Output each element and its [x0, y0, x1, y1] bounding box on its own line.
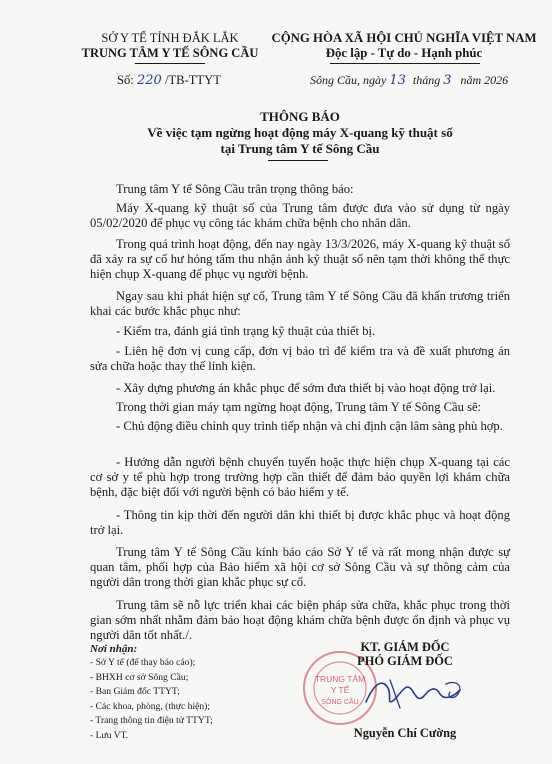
signature-line-1: KT. GIÁM ĐỐC — [360, 640, 450, 654]
body-para-7: Trung tâm sẽ nỗ lực triển khai các biện pháp sửa chữa, khắc phục trong thời gian sớm nhất nhằm đảm bảo hoạt động khám chữa bệnh được ổn định và phục vụ người dân tốt nhất./. — [90, 598, 510, 643]
body-bullet-2: - Liên hệ đơn vị cung cấp, đơn vị bảo trì để kiểm tra và đề xuất phương án sửa chữa hoặc thay thế linh kiện. — [90, 344, 510, 374]
recipient-item: - Trang thông tin điện tử TTYT; — [90, 715, 213, 727]
org-name: TRUNG TÂM Y TẾ SÔNG CẦU — [81, 46, 259, 60]
org-parent: SỞ Y TẾ TỈNH ĐẮK LẮK — [101, 31, 239, 45]
doc-number — [117, 73, 221, 88]
recipients — [90, 642, 213, 744]
title-sub2: tại Trung tâm Y tế Sông Cầu — [220, 141, 380, 156]
stamp-line-2: Y TẾ — [330, 685, 350, 695]
motto: Độc lập - Tự do - Hạnh phúc — [325, 46, 483, 60]
doc-number-value: 220 — [136, 73, 162, 88]
date-place: Sông Cầu, ngày — [310, 73, 387, 87]
body-para-6: Trung tâm Y tế Sông Cầu kính báo cáo Sở Y tế và rất mong nhận được sự quan tâm, phối hợp của Bảo hiểm xã hội cơ sở Sông Cầu và sự thông cảm của người dân trong thời gian khắc phục sự cố. — [90, 545, 510, 590]
body-bullet-5: - Hướng dẫn người bệnh chuyển tuyến hoặc thực hiện chụp X-quang tại các cơ sở y tế phù hợp trong trường hợp cần thiết để đảm bảo quyền lợi khám chữa bệnh, đặc biệt đối với người bệnh có bảo hiểm y tế. — [90, 455, 510, 500]
body-bullet-1: - Kiểm tra, đánh giá tình trạng kỹ thuật của thiết bị. — [116, 324, 376, 338]
stamp-line-3: SÔNG CẦU — [321, 699, 359, 706]
recipient-item: - Lưu VT. — [90, 729, 129, 741]
recipient-item: - BHXH cơ sở Sông Cầu; — [90, 671, 189, 683]
body-para-1: Trung tâm Y tế Sông Cầu trân trọng thông báo: — [116, 182, 354, 196]
title-underline — [268, 160, 328, 161]
date-month: 3 — [443, 73, 452, 88]
org-underline — [135, 63, 205, 64]
signature-title — [330, 640, 480, 668]
body-bullet-3: - Xây dựng phương án khắc phục để sớm đưa thiết bị vào hoạt động trở lại. — [116, 381, 496, 395]
body-para-4: Ngay sau khi phát hiện sự cố, Trung tâm Y tế Sông Cầu đã khẩn trương triển khai các bước khắc phục như: — [90, 289, 510, 319]
recipient-item: - Ban Giám đốc TTYT; — [90, 686, 180, 698]
national-header — [268, 31, 540, 61]
recipients-label: Nơi nhận: — [90, 643, 138, 655]
signature-line-2: PHÓ GIÁM ĐỐC — [357, 654, 453, 668]
signer-name: Nguyễn Chí Cường — [353, 726, 457, 740]
handwritten-signature — [360, 668, 470, 713]
body-para-2: Máy X-quang kỹ thuật số của Trung tâm được đưa vào sử dụng từ ngày 05/02/2020 để phục vụ công tác khám chữa bệnh cho nhân dân. — [90, 201, 510, 231]
recipient-item: - Sở Y tế (để thay báo cáo); — [90, 657, 196, 668]
org-header — [80, 31, 260, 61]
body-para-5: Trong thời gian máy tạm ngừng hoạt động, Trung tâm Y tế Sông Cầu sẽ: — [116, 400, 482, 414]
recipient-item: - Các khoa, phòng, (thực hiện); — [90, 700, 211, 712]
body-para-3: Trong quá trình hoạt động, đến nay ngày 13/3/2026, máy X-quang kỹ thuật số đã xảy ra sự cố hư hỏng tấm thu nhận ảnh kỹ thuật số nên tạm thời không thể thực hiện chụp X-quang để phục vụ người bệnh. — [90, 237, 510, 282]
doc-date — [310, 73, 508, 88]
date-day: 13 — [389, 73, 406, 88]
doc-number-suffix: /TB-TTYT — [164, 73, 221, 87]
stamp-line-1: TRUNG TÂM — [314, 674, 366, 684]
doc-number-prefix: Số: — [117, 73, 134, 87]
date-year-label: năm 2026 — [460, 73, 509, 87]
title-sub1: Về việc tạm ngừng hoạt động máy X-quang kỹ thuật số — [147, 125, 453, 140]
title-main: THÔNG BÁO — [260, 109, 340, 124]
doc-title — [80, 109, 520, 157]
country-name: CỘNG HÒA XÃ HỘI CHỦ NGHĨA VIỆT NAM — [271, 31, 537, 45]
body-bullet-4: - Chủ động điều chỉnh quy trình tiếp nhận và chỉ định cận lâm sàng phù hợp. — [116, 419, 503, 433]
body-bullet-6: - Thông tin kịp thời đến người dân khi thiết bị được khắc phục và hoạt động trở lại. — [90, 508, 510, 538]
motto-underline — [330, 63, 480, 64]
date-month-label: tháng — [412, 73, 441, 87]
